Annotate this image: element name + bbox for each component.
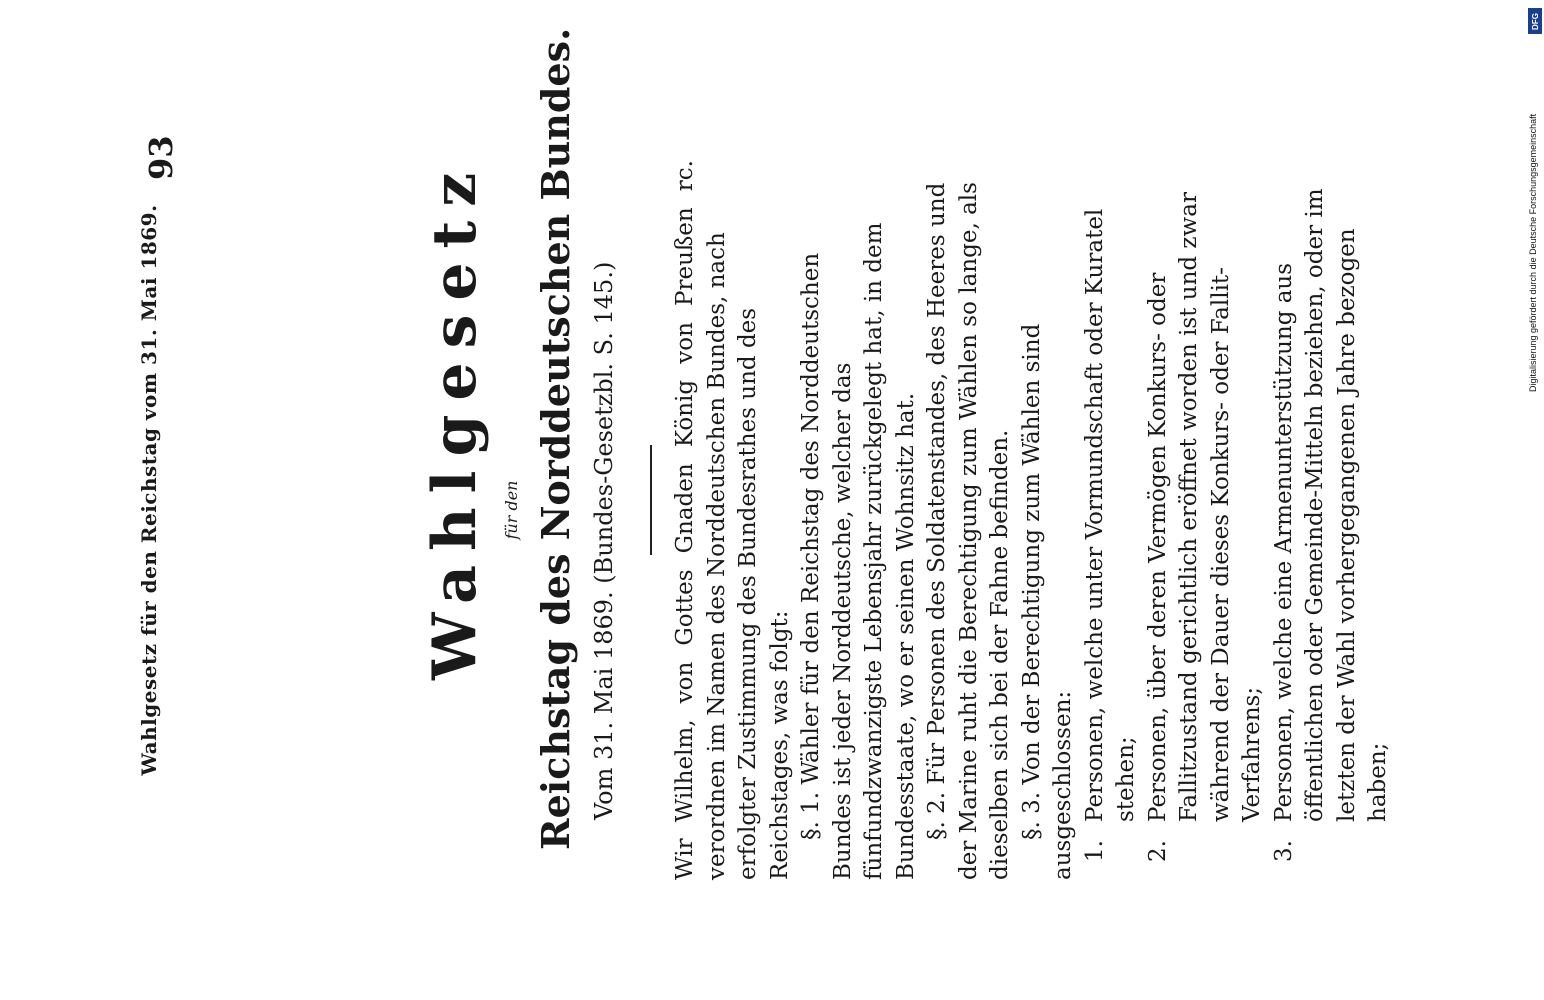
title-rule	[650, 445, 652, 555]
page-number: 93	[142, 135, 180, 180]
list-item	[1080, 160, 1143, 880]
date-line: Vom 31. Mai 1869. (Bundes-Gesetzbl. S. 145.)	[590, 261, 618, 820]
funding-note	[1528, 8, 1542, 392]
section-3: §. 3. Von der Berechtigung zum Wählen sind ausgeschlossen:	[1018, 323, 1076, 880]
list-item	[1269, 160, 1395, 880]
running-title: Wahlgesetz für den Reichstag vom 31. Mai 1869.	[137, 204, 161, 776]
list-item-text: Personen, welche eine Armenunterstützung aus öffentlichen oder Gemeinde-Mitteln beziehen, oder im letzten der Wahl vorhergegangenen Jahre bezogen haben;	[1270, 188, 1391, 822]
document-subtitle: Reichstag des Norddeutschen Bundes.	[533, 27, 578, 850]
section-2: §. 2. Für Personen des Soldatenstandes, des Heeres und der Marine ruht die Berechtigung zum Wählen so lange, als dieselben sich bei der Fahne befinden.	[924, 182, 1013, 880]
section-1: §. 1. Wähler für den Reichstag des Norddeutschen Bundes ist jeder Norddeutsche, welcher das fünfundzwanzigste Lebensjahr zurückgelegt hat, in dem Bundesstaate, wo er seinen Wohnsitz hat.	[798, 222, 919, 880]
intro-paragraph: verordnen im Namen des Norddeutschen Bundes, nach erfolgter Zustimmung des Bundesrathes und des Reichstages, was folgt:	[703, 232, 793, 880]
document-title: Wahlgesetz	[420, 158, 490, 680]
funding-note-text: Digitalisierung gefördert durch die Deutsche Forschungsgemeinschaft	[1528, 113, 1538, 392]
title-connector: für den	[502, 480, 521, 540]
list-item-number: 3.	[1270, 840, 1297, 862]
preamble: Wir Wilhelm, von Gottes Gnaden König von Preußen rc.	[672, 160, 698, 880]
law-body	[670, 160, 1395, 880]
list-item-text: Personen, welche unter Vormundschaft oder Kuratel stehen;	[1081, 208, 1139, 822]
dfg-badge-label: DFG	[1530, 12, 1540, 30]
list-item-text: Personen, über deren Vermögen Konkurs- oder Fallitzustand gerichtlich eröffnet worden ist und zwar während der Dauer dieses Konkurs- oder Fallit-Verfahrens;	[1144, 192, 1265, 822]
list-item-number: 2.	[1144, 840, 1171, 862]
list-item	[1143, 160, 1269, 880]
list-item-number: 1.	[1081, 840, 1108, 862]
